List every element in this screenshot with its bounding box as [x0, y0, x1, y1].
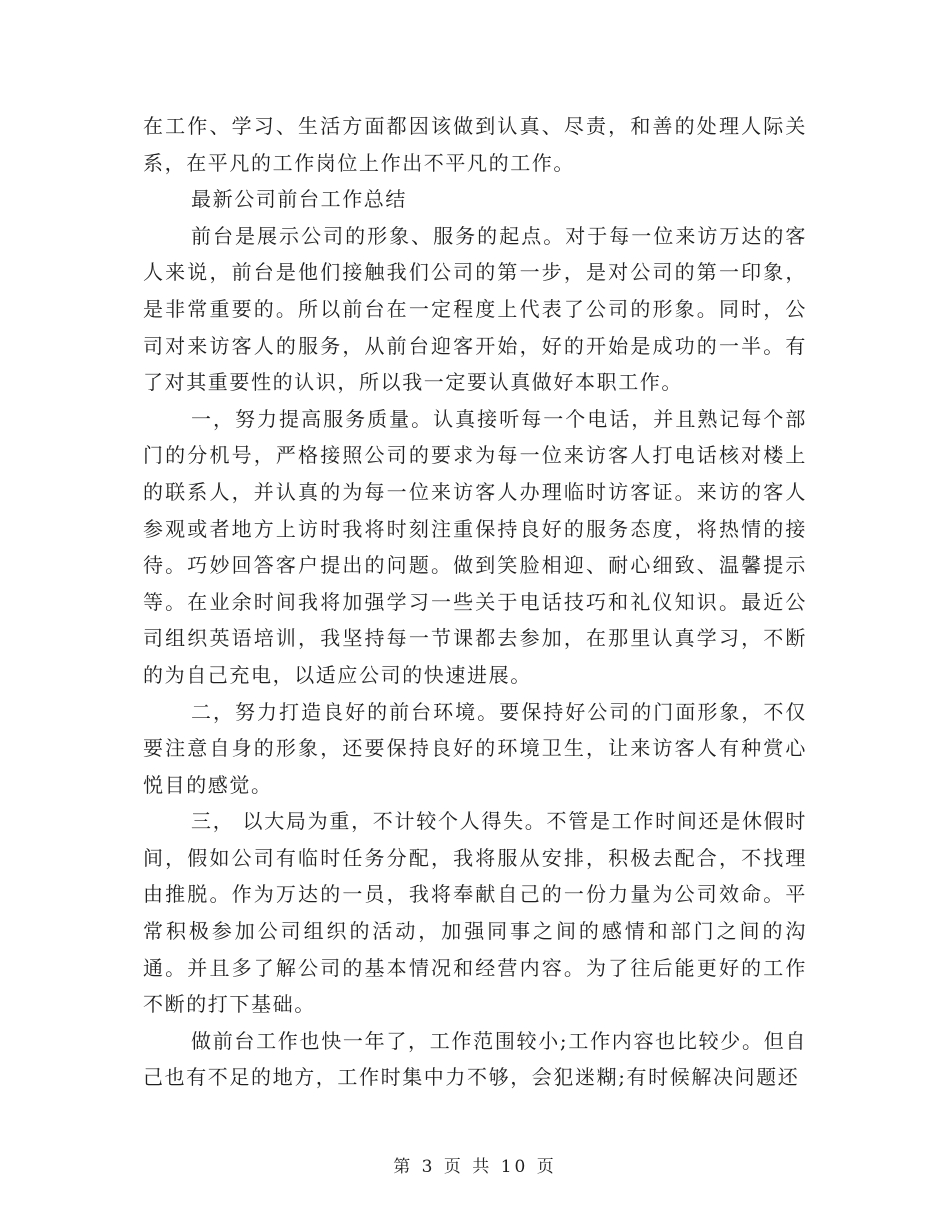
- paragraph-continuation: 在工作、学习、生活方面都因该做到认真、尽责，和善的处理人际关系，在平凡的工作岗位上作出不平凡的工作。: [143, 114, 807, 175]
- paragraph-intro: 前台是展示公司的形象、服务的起点。对于每一位来访万达的客人来说，前台是他们接触我们公司的第一步，是对公司的第一印象，是非常重要的。所以前台在一定程度上代表了公司的形象。同时，公司对来访客人的服务，从前台迎客开始，好的开始是成功的一半。有了对其重要性的认识，所以我一定要认真做好本职工作。: [143, 223, 807, 395]
- paragraph-summary: 做前台工作也快一年了，工作范围较小;工作内容也比较少。但自己也有不足的地方，工作时集中力不够，会犯迷糊;有时候解决问题还: [143, 1028, 807, 1090]
- paragraph-point-two: 二，努力打造良好的前台环境。要保持好公司的门面形象，不仅要注意自身的形象，还要保持良好的环境卫生，让来访客人有种赏心悦目的感觉。: [143, 699, 807, 797]
- paragraph-point-three: 三， 以大局为重，不计较个人得失。不管是工作时间还是休假时间，假如公司有临时任务分配，我将服从安排，积极去配合，不找理由推脱。作为万达的一员，我将奉献自己的一份力量为公司效命。平常积极参加公司组织的活动，加强同事之间的感情和部门之间的沟通。并且多了解公司的基本情况和经营内容。为了往后能更好的工作不断的打下基础。: [143, 809, 807, 1017]
- section-heading: 最新公司前台工作总结: [191, 187, 407, 212]
- document-body: [143, 108, 807, 1096]
- page-number-footer: 第 3 页 共 10 页: [393, 1157, 557, 1177]
- paragraph-point-one: 一，努力提高服务质量。认真接听每一个电话，并且熟记每个部门的分机号，严格接照公司的要求为每一位来访客人打电话核对楼上的联系人，并认真的为每一位来访客人办理临时访客证。来访的客人参观或者地方上访时我将时刻注重保持良好的服务态度，将热情的接待。巧妙回答客户提出的问题。做到笑脸相迎、耐心细致、温馨提示等。在业余时间我将加强学习一些关于电话技巧和礼仪知识。最近公司组织英语培训，我坚持每一节课都去参加，在那里认真学习，不断的为自己充电，以适应公司的快速进展。: [143, 406, 807, 687]
